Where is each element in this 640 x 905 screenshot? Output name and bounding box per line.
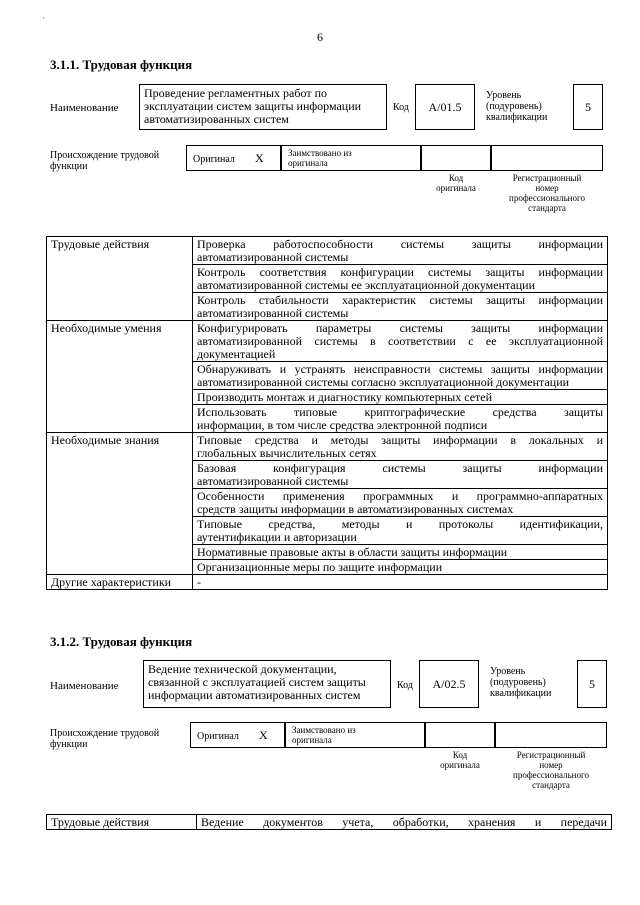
original-mark: X [259,728,268,742]
table-cell [193,321,608,362]
cell-line: автоматизированной системы ее эксплуатационной документации [197,278,535,292]
row-label-skills: Необходимые умения [47,321,193,433]
borrowed-label-line: Заимствовано из [292,725,356,735]
cell-line: Нормативные правовые акты в области защиты информации [197,545,508,559]
borrowed-box-1 [281,145,421,171]
caption-line: оригинала [436,183,476,193]
table-row [47,433,608,461]
origin-label-1 [50,150,159,172]
function-name-box-2 [143,660,391,708]
original-label: Оригинал [197,731,239,742]
page-number: 6 [317,30,323,44]
cell-line: Конфигурировать параметры системы защиты информации [197,321,603,335]
cell-line: Производить монтаж и диагностику компьютерных сетей [197,390,493,404]
row-label-labour-actions: Трудовые действия [47,237,193,321]
origin-label-line: Происхождение трудовой [50,150,160,161]
code-box-2: А/02.5 [419,660,479,708]
caption-line: Код [452,750,468,760]
cell-line: автоматизированной системы [197,306,349,320]
function-name-line: Ведение технической документации, [148,662,337,676]
table-cell [193,237,608,265]
table-row [47,575,608,590]
caption-line: Регистрационный [516,750,586,760]
original-box-1 [186,145,281,171]
cell-line: Контроль соответствия конфигурации системы защиты информации [197,265,603,279]
level-label-line: (подуровень) [486,101,542,112]
cell-line: автоматизированной системы согласно эксплуатационной документации [197,375,570,389]
original-box-2 [190,722,285,748]
table-cell [193,517,608,545]
level-label-2 [490,666,551,699]
table-cell [193,390,608,405]
origin-label-line: функции [50,739,88,750]
level-box-2: 5 [577,660,607,708]
table-cell [193,293,608,321]
caption-line: стандарта [528,203,566,213]
origin-label-line: функции [50,161,88,172]
cell-line: Типовые средства, методы и протоколы идентификации, [197,517,603,531]
origin-label-2 [50,728,159,750]
level-label-line: (подуровень) [490,677,546,688]
table-cell [193,461,608,489]
cell-line: Контроль стабильности характеристик системы защиты информации [197,293,603,307]
cell-line: Особенности применения программных и программно-аппаратных [197,489,603,503]
name-label-2: Наименование [50,680,119,692]
name-label-1: Наименование [50,102,119,114]
borrowed-box-2 [285,722,425,748]
row-label-knowledge: Необходимые знания [47,433,193,575]
level-label-line: Уровень [490,666,526,677]
table-cell [193,433,608,461]
code-label-2: Код [397,680,413,691]
cell-line: Организационные меры по защите информации [197,560,443,574]
level-label-line: квалификации [486,112,548,123]
code-original-caption-2 [425,750,495,770]
cell-line: Ведение документов учета, обработки, хранения и передачи [201,815,607,829]
table-cell [193,405,608,433]
table-cell [197,815,612,830]
row-label-labour-actions: Трудовые действия [47,815,197,830]
code-original-box-1 [421,145,491,171]
table-cell [193,545,608,560]
caption-line: оригинала [440,760,480,770]
cell-line: автоматизированной системы [197,250,349,264]
original-mark: X [255,151,264,165]
cell-line: глобальных вычислительных сетях [197,446,377,460]
table-row [47,321,608,362]
borrowed-label-line: Заимствовано из [288,148,352,158]
cell-line: автоматизированной системы [197,474,349,488]
cell-line: Проверка работоспособности системы защиты информации [197,237,603,251]
requirements-table-2 [46,814,612,830]
caption-line: номер [535,183,559,193]
code-original-box-2 [425,722,495,748]
code-label-1: Код [393,102,409,113]
borrowed-label-line: оригинала [292,735,332,745]
origin-label-line: Происхождение трудовой [50,728,160,739]
level-box-1: 5 [573,84,603,130]
function-name-line: информации автоматизированных систем [148,688,361,702]
cell-line: информации, в том числе средства электронной подписи [197,418,488,432]
reg-number-caption-2 [495,750,607,790]
function-name-line: автоматизированных систем [144,112,289,126]
cell-line: Типовые средства и методы защиты информации в локальных и [197,433,603,447]
table-cell [193,265,608,293]
caption-line: профессионального [509,193,585,203]
section-title-2: 3.1.2. Трудовая функция [50,634,193,649]
table-cell [193,560,608,575]
caption-line: стандарта [532,780,570,790]
table-cell [193,489,608,517]
function-name-box-1 [139,84,387,130]
scan-mark: ` [42,16,45,26]
cell-line: аутентификации и авторизации [197,530,357,544]
reg-number-box-1 [491,145,603,171]
borrowed-label-line: оригинала [288,158,328,168]
code-original-caption-1 [421,173,491,193]
level-label-line: квалификации [490,688,552,699]
table-cell [193,575,608,590]
row-label-other: Другие характеристики [47,575,193,590]
function-name-line: связанной с эксплуатацией систем защиты [148,675,366,689]
cell-line: Обнаруживать и устранять неисправности системы защиты информации [197,362,603,376]
reg-number-caption-1 [491,173,603,213]
cell-line: документацией [197,347,276,361]
cell-line: - [197,575,201,589]
cell-line: Базовая конфигурация системы защиты информации [197,461,603,475]
function-name-line: эксплуатации систем защиты информации [144,99,362,113]
caption-line: профессионального [513,770,589,780]
caption-line: Код [448,173,464,183]
requirements-table-1 [46,236,608,590]
code-box-1: А/01.5 [415,84,475,130]
level-label-1 [486,90,547,123]
table-row [47,815,612,830]
function-name-line: Проведение регламентных работ по [144,86,327,100]
cell-line: средств защиты информации в автоматизированных системах [197,502,514,516]
section-title-1: 3.1.1. Трудовая функция [50,57,193,72]
table-row [47,237,608,265]
caption-line: Регистрационный [512,173,582,183]
level-label-line: Уровень [486,90,522,101]
cell-line: Использовать типовые криптографические средства защиты [197,405,603,419]
original-label: Оригинал [193,154,235,165]
reg-number-box-2 [495,722,607,748]
table-cell [193,362,608,390]
cell-line: автоматизированной системы в соответствии с ее эксплуатационной [197,334,603,348]
caption-line: номер [539,760,563,770]
